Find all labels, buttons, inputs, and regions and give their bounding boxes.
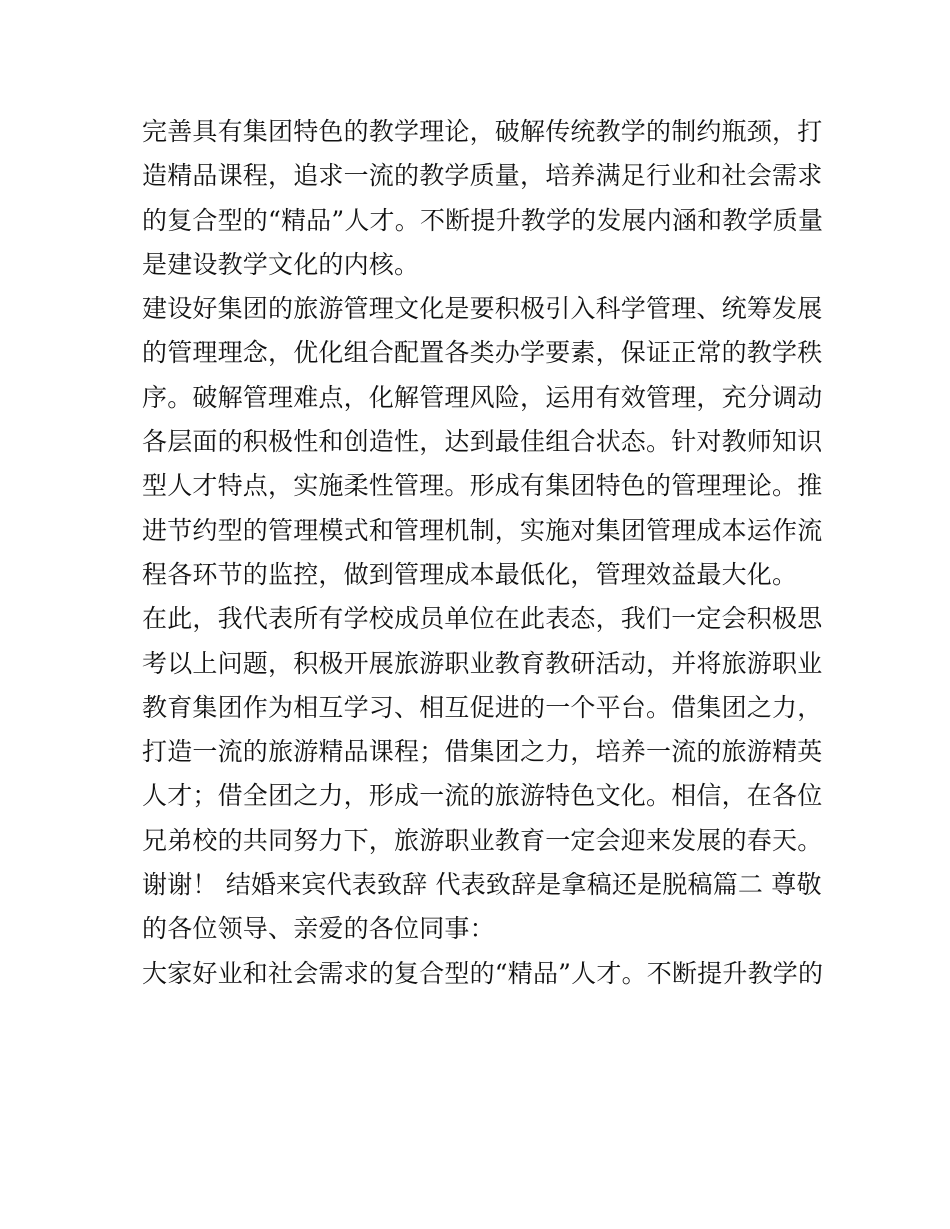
- text-line: 程各环节的监控，做到管理成本最低化，管理效益最大化。: [142, 559, 798, 589]
- body-text: [142, 110, 824, 996]
- text-line: 的管理理念，优化组合配置各类办学要素，保证正常的教学秩: [142, 338, 823, 368]
- text-line: 序。破解管理难点，化解管理风险，运用有效管理，充分调动: [142, 382, 823, 412]
- text-line: 谢谢！ 结婚来宾代表致辞 代表致辞是拿稿还是脱稿篇二 尊敬: [142, 870, 822, 900]
- text-line: 兄弟校的共同努力下，旅游职业教育一定会迎来发展的春天。: [142, 825, 823, 855]
- text-line: 进节约型的管理模式和管理机制，实施对集团管理成本运作流: [142, 515, 823, 545]
- text-line: 大家好业和社会需求的复合型的“精品”人才。不断提升教学的: [142, 958, 824, 988]
- text-line: 造精品课程，追求一流的教学质量，培养满足行业和社会需求: [142, 161, 823, 191]
- text-line: 建设好集团的旅游管理文化是要积极引入科学管理、统筹发展: [142, 294, 823, 324]
- text-line: 完善具有集团特色的教学理论，破解传统教学的制约瓶颈，打: [142, 117, 823, 146]
- text-line: 教育集团作为相互学习、相互促进的一个平台。借集团之力，: [142, 692, 823, 722]
- text-line: 人才；借全团之力，形成一流的旅游特色文化。相信，在各位: [142, 781, 823, 811]
- text-line: 打造一流的旅游精品课程；借集团之力，培养一流的旅游精英: [142, 737, 823, 767]
- text-line: 是建设教学文化的内核。: [142, 249, 420, 279]
- text-line: 在此，我代表所有学校成员单位在此表态，我们一定会积极思: [142, 604, 823, 634]
- text-line: 考以上问题，积极开展旅游职业教育教研活动，并将旅游职业: [142, 648, 823, 678]
- text-line: 的复合型的“精品”人才。不断提升教学的发展内涵和教学质量: [142, 205, 824, 235]
- text-line: 各层面的积极性和创造性，达到最佳组合状态。针对教师知识: [142, 427, 823, 457]
- text-line: 型人才特点，实施柔性管理。形成有集团特色的管理理论。推: [142, 471, 823, 501]
- text-line: 的各位领导、亲爱的各位同事：: [142, 914, 495, 944]
